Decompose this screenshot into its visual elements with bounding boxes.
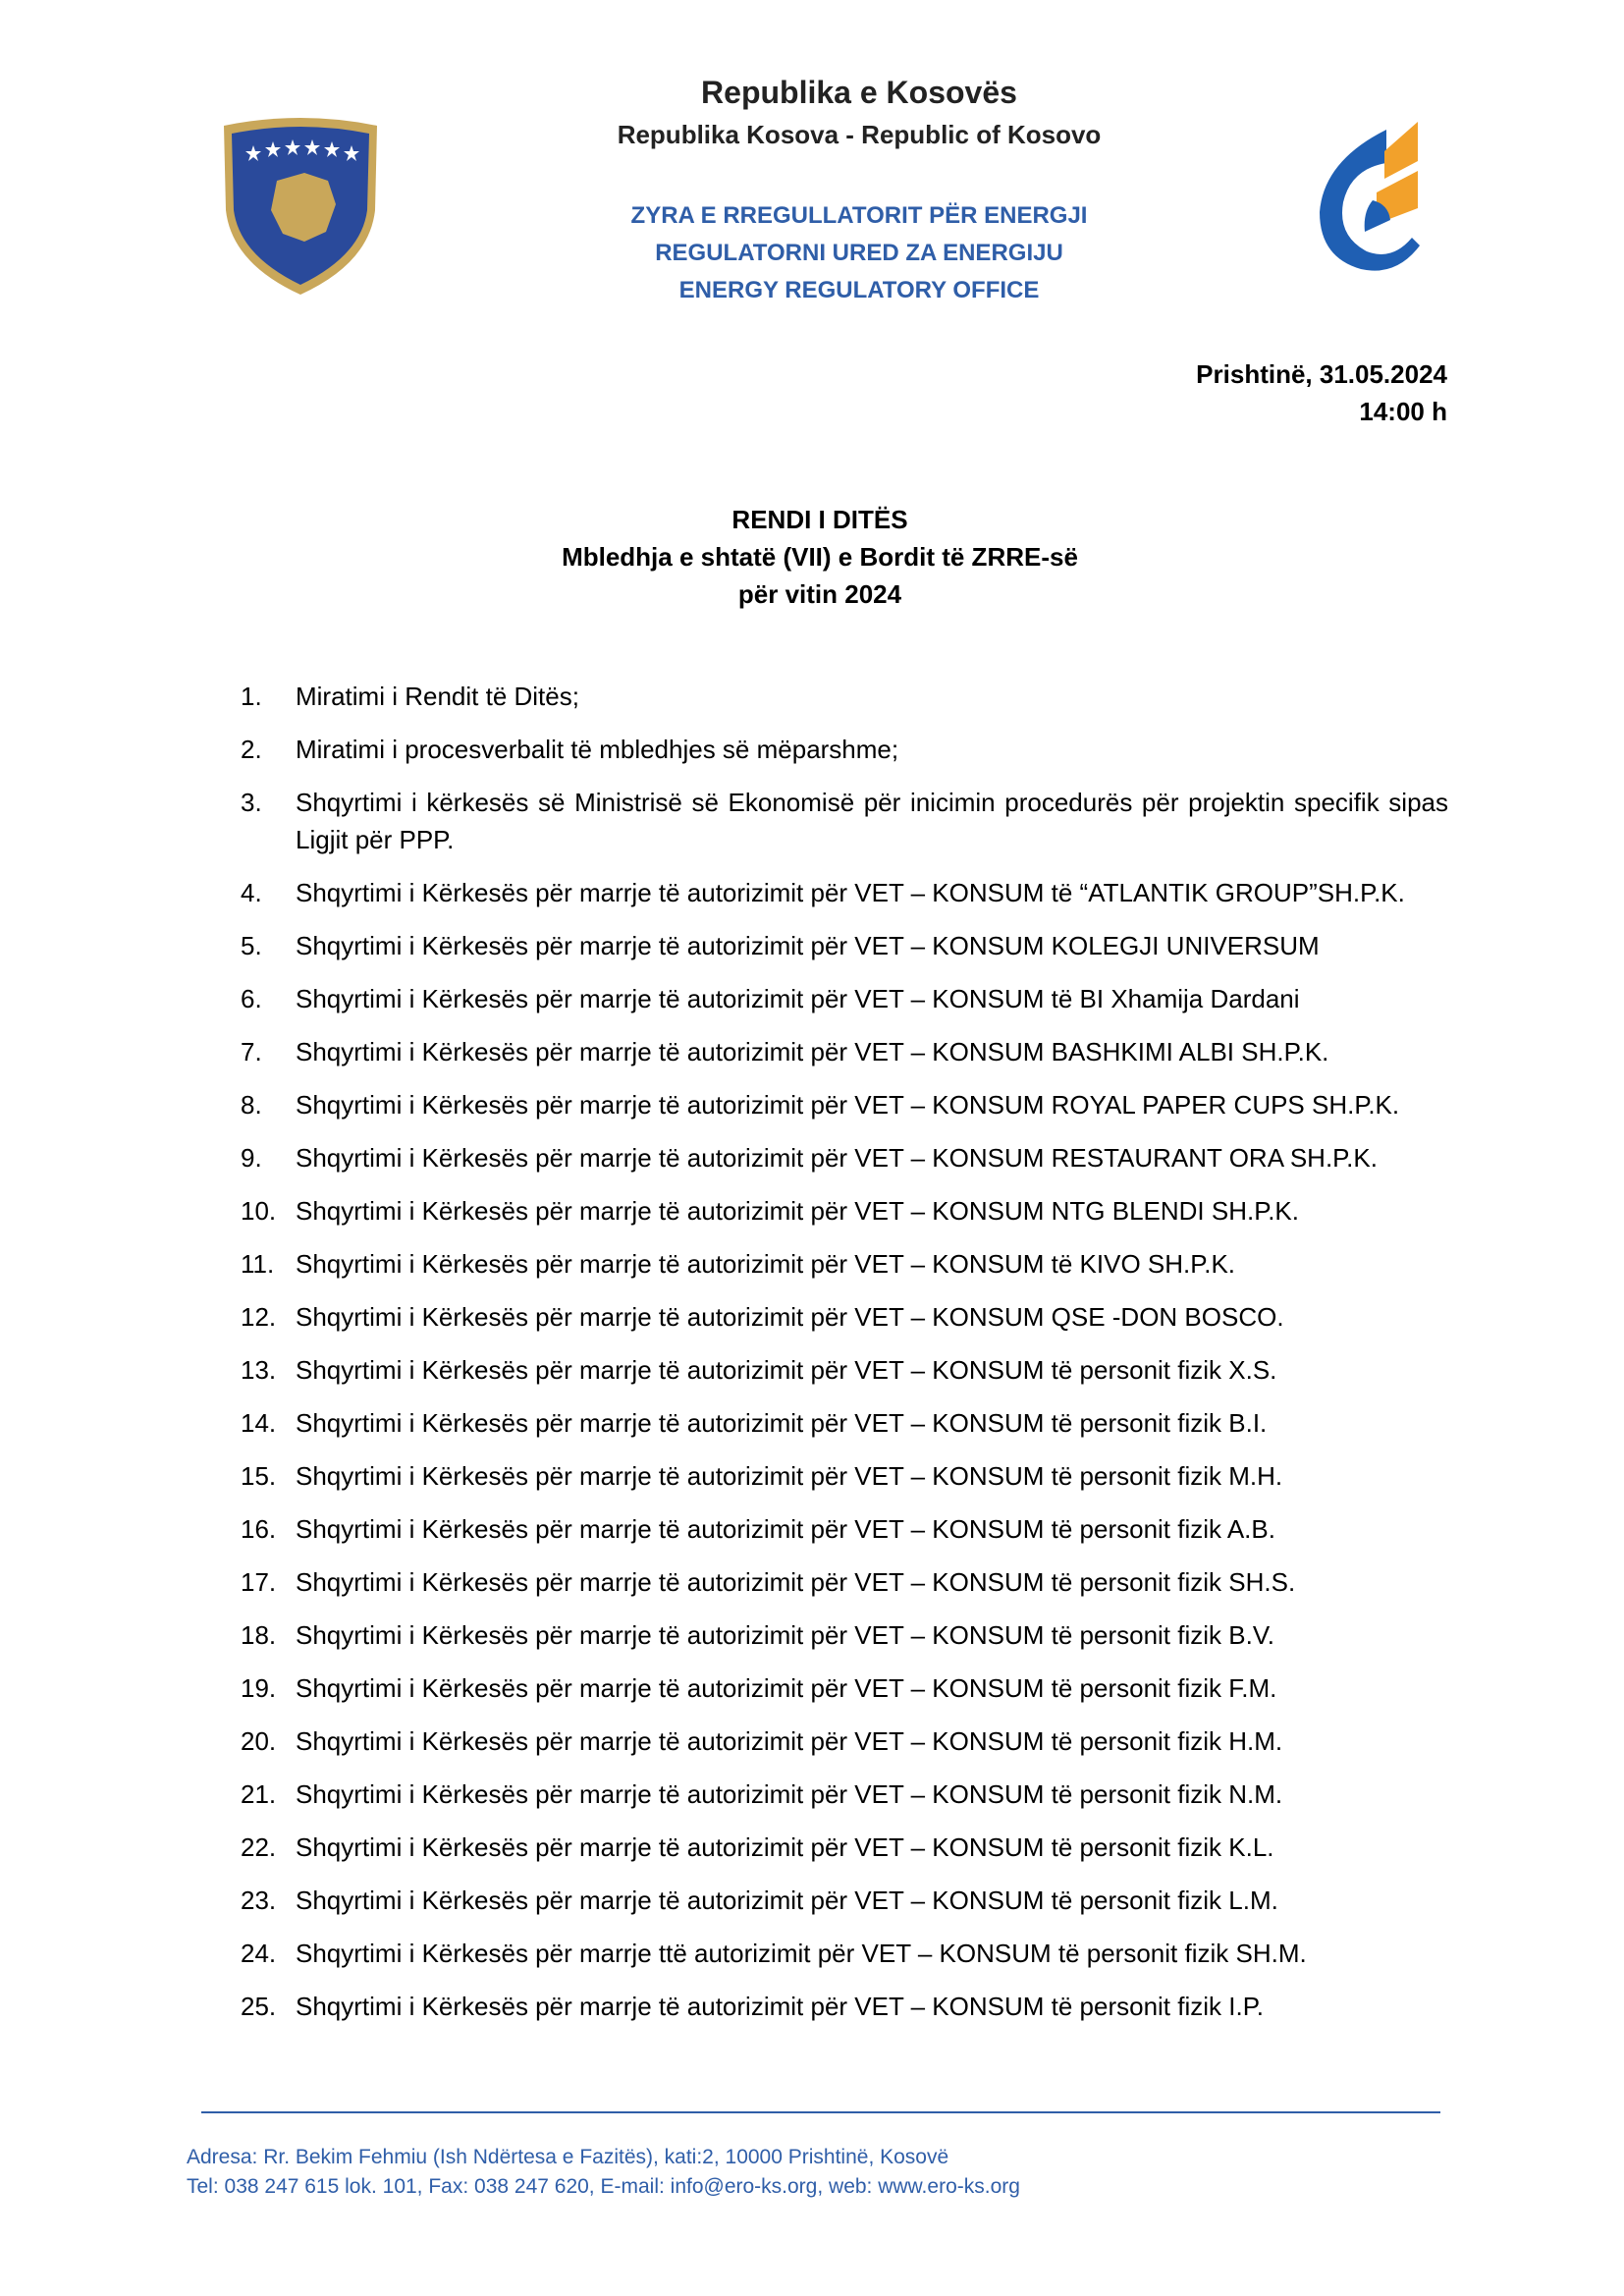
agenda-item-text: Shqyrtimi i Kërkesës për marrje të autorizimit për VET – KONSUM të personit fizik H.M. bbox=[296, 1726, 1283, 1756]
agenda-item-number: 14. bbox=[241, 1408, 277, 1438]
republic-title: Republika e Kosovës bbox=[701, 75, 1017, 110]
agenda-item-text: Shqyrtimi i Kërkesës për marrje të autorizimit për VET – KONSUM të personit fizik F.M. bbox=[296, 1673, 1277, 1703]
agenda-item bbox=[241, 1192, 1448, 1230]
agenda-item bbox=[241, 1776, 1448, 1813]
agenda-item-text: Shqyrtimi i Kërkesës për marrje të autorizimit për VET – KONSUM të personit fizik K.L. bbox=[296, 1832, 1274, 1862]
republic-subtitle: Republika Kosova - Republic of Kosovo bbox=[617, 120, 1102, 149]
agenda-item-number: 21. bbox=[241, 1779, 277, 1809]
agenda-item-number: 15. bbox=[241, 1461, 277, 1491]
agenda-item bbox=[241, 1351, 1448, 1389]
agenda-item-number: 11. bbox=[241, 1249, 275, 1279]
date-block bbox=[1196, 355, 1447, 430]
agenda-item-number: 24. bbox=[241, 1939, 277, 1968]
agenda-item-number: 13. bbox=[241, 1355, 277, 1385]
agenda-item-text: Shqyrtimi i Kërkesës për marrje të autorizimit për VET – KONSUM të personit fizik B.I. bbox=[296, 1408, 1268, 1438]
agenda-year: për vitin 2024 bbox=[737, 579, 902, 609]
agenda-item bbox=[241, 1510, 1448, 1548]
agenda-item-text: Shqyrtimi i Kërkesës për marrje të autorizimit për VET – KONSUM NTG BLENDI SH.P.K. bbox=[296, 1196, 1299, 1226]
agenda-title: RENDI I DITËS bbox=[731, 505, 908, 534]
agenda-item bbox=[241, 1033, 1448, 1070]
footer-divider bbox=[201, 2111, 1440, 2113]
agenda-item-number: 23. bbox=[241, 1886, 277, 1915]
agenda-item-number: 10. bbox=[241, 1196, 277, 1226]
agenda-item bbox=[241, 1086, 1448, 1123]
agenda-item bbox=[241, 1988, 1448, 2025]
agenda-item-text: Shqyrtimi i Kërkesës për marrje ttë autorizimit për VET – KONSUM të personit fizik SH.M. bbox=[296, 1939, 1307, 1968]
agenda-item bbox=[241, 1245, 1448, 1283]
agenda-item-number: 22. bbox=[241, 1832, 277, 1862]
agenda-item bbox=[241, 1669, 1448, 1707]
agenda-item bbox=[241, 1829, 1448, 1866]
agenda-item-text: Miratimi i procesverbalit të mbledhjes së mëparshme; bbox=[296, 735, 899, 764]
agenda-heading bbox=[0, 501, 1624, 613]
agenda-item bbox=[241, 980, 1448, 1017]
agenda-item-text: Shqyrtimi i Kërkesës për marrje të autorizimit për VET – KONSUM RESTAURANT ORA SH.P.K. bbox=[296, 1143, 1378, 1173]
agenda-item-text: Shqyrtimi i Kërkesës për marrje të autorizimit për VET – KONSUM të personit fizik M.H. bbox=[296, 1461, 1283, 1491]
footer-address: Adresa: Rr. Bekim Fehmiu (Ish Ndërtesa e Fazitës), kati:2, 10000 Prishtinë, Kosovë bbox=[187, 2146, 949, 2168]
agenda-item bbox=[241, 1457, 1448, 1495]
agenda-item bbox=[241, 678, 1448, 715]
agenda-item-number: 8. bbox=[241, 1090, 262, 1120]
agenda-item bbox=[241, 731, 1448, 768]
agenda-item-number: 16. bbox=[241, 1514, 277, 1544]
ero-logo-icon bbox=[1316, 122, 1426, 281]
org-name-english: ENERGY REGULATORY OFFICE bbox=[678, 277, 1040, 303]
agenda-item bbox=[241, 874, 1448, 911]
agenda-item-number: 18. bbox=[241, 1620, 277, 1650]
agenda-item bbox=[241, 1935, 1448, 1972]
agenda-item-text: Shqyrtimi i kërkesës së Ministrisë së Ekonomisë për inicimin procedurës për projektin specifik sipas Ligjit për PPP. bbox=[296, 788, 1448, 854]
agenda-item-number: 9. bbox=[241, 1143, 262, 1173]
org-name-serbian: REGULATORNI URED ZA ENERGIJU bbox=[655, 240, 1063, 266]
agenda-item-text: Shqyrtimi i Kërkesës për marrje të autorizimit për VET – KONSUM BASHKIMI ALBI SH.P.K. bbox=[296, 1037, 1329, 1066]
agenda-item bbox=[241, 927, 1448, 964]
agenda-item-number: 12. bbox=[241, 1302, 277, 1332]
agenda-item-text: Shqyrtimi i Kërkesës për marrje të autorizimit për VET – KONSUM të personit fizik X.S. bbox=[296, 1355, 1277, 1385]
agenda-item-number: 25. bbox=[241, 1992, 277, 2021]
agenda-item-text: Shqyrtimi i Kërkesës për marrje të autorizimit për VET – KONSUM të personit fizik N.M. bbox=[296, 1779, 1283, 1809]
agenda-item-text: Shqyrtimi i Kërkesës për marrje të autorizimit për VET – KONSUM KOLEGJI UNIVERSUM bbox=[296, 931, 1320, 960]
agenda-item bbox=[241, 1298, 1448, 1336]
agenda-item-text: Miratimi i Rendit të Ditës; bbox=[296, 682, 579, 711]
agenda-item-text: Shqyrtimi i Kërkesës për marrje të autorizimit për VET – KONSUM të personit fizik L.M. bbox=[296, 1886, 1278, 1915]
footer-contact: Tel: 038 247 615 lok. 101, Fax: 038 247 620, E-mail: info@ero-ks.org, web: www.ero-ks.org bbox=[187, 2175, 1020, 2198]
agenda-item-number: 17. bbox=[241, 1567, 277, 1597]
agenda-item-number: 4. bbox=[241, 878, 262, 907]
agenda-item-number: 6. bbox=[241, 984, 262, 1013]
meeting-time: 14:00 h bbox=[1359, 397, 1447, 426]
agenda-item-text: Shqyrtimi i Kërkesës për marrje të autorizimit për VET – KONSUM të personit fizik I.P. bbox=[296, 1992, 1264, 2021]
agenda-item-number: 19. bbox=[241, 1673, 277, 1703]
agenda-item-text: Shqyrtimi i Kërkesës për marrje të autorizimit për VET – KONSUM të personit fizik A.B. bbox=[296, 1514, 1275, 1544]
agenda-list bbox=[241, 678, 1448, 2041]
agenda-item bbox=[241, 784, 1448, 858]
agenda-item bbox=[241, 1616, 1448, 1654]
agenda-item-number: 2. bbox=[241, 735, 262, 764]
agenda-item-text: Shqyrtimi i Kërkesës për marrje të autorizimit për VET – KONSUM QSE -DON BOSCO. bbox=[296, 1302, 1284, 1332]
agenda-item-text: Shqyrtimi i Kërkesës për marrje të autorizimit për VET – KONSUM të KIVO SH.P.K. bbox=[296, 1249, 1236, 1279]
agenda-item bbox=[241, 1722, 1448, 1760]
agenda-item-number: 20. bbox=[241, 1726, 277, 1756]
agenda-item bbox=[241, 1404, 1448, 1442]
agenda-item bbox=[241, 1563, 1448, 1601]
place-date: Prishtinë, 31.05.2024 bbox=[1196, 359, 1447, 389]
agenda-item-number: 3. bbox=[241, 788, 262, 817]
agenda-item-number: 5. bbox=[241, 931, 262, 960]
agenda-item bbox=[241, 1139, 1448, 1176]
org-name-albanian: ZYRA E RREGULLATORIT PËR ENERGJI bbox=[630, 202, 1088, 229]
agenda-item-text: Shqyrtimi i Kërkesës për marrje të autorizimit për VET – KONSUM ROYAL PAPER CUPS SH.P.K. bbox=[296, 1090, 1400, 1120]
agenda-item-text: Shqyrtimi i Kërkesës për marrje të autorizimit për VET – KONSUM të BI Xhamija Dardani bbox=[296, 984, 1300, 1013]
agenda-item-text: Shqyrtimi i Kërkesës për marrje të autorizimit për VET – KONSUM të personit fizik SH.S. bbox=[296, 1567, 1296, 1597]
footer bbox=[187, 2143, 1020, 2202]
agenda-item-number: 1. bbox=[241, 682, 262, 711]
document-header bbox=[0, 0, 1624, 314]
agenda-item-number: 7. bbox=[241, 1037, 262, 1066]
agenda-item-text: Shqyrtimi i Kërkesës për marrje të autorizimit për VET – KONSUM të personit fizik B.V. bbox=[296, 1620, 1275, 1650]
agenda-subtitle: Mbledhja e shtatë (VII) e Bordit të ZRRE-së bbox=[562, 542, 1078, 572]
agenda-item bbox=[241, 1882, 1448, 1919]
agenda-item-text: Shqyrtimi i Kërkesës për marrje të autorizimit për VET – KONSUM të “ATLANTIK GROUP”SH.P.K. bbox=[296, 878, 1405, 907]
